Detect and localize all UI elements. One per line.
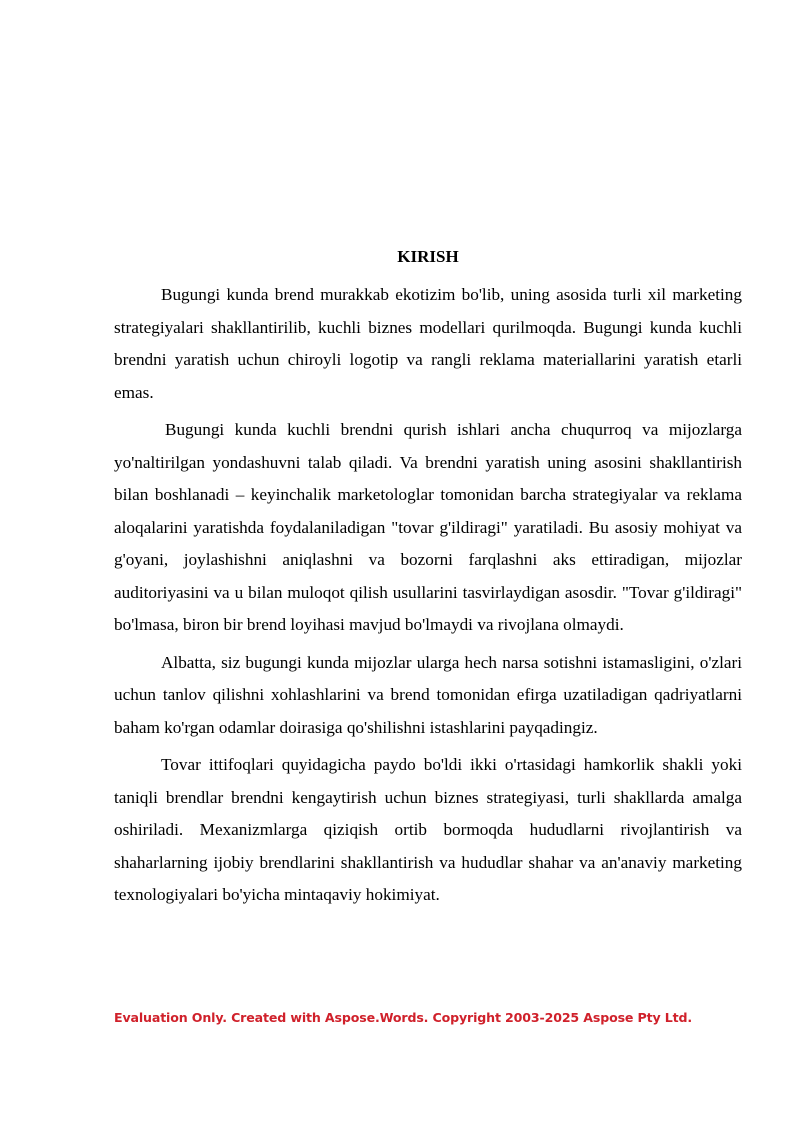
- paragraph-4: Tovar ittifoqlari quyidagicha paydo bo'ldi ikki o'rtasidagi hamkorlik shakli yoki taniqli brendlar brendni kengaytirish uchun biznes strategiyasi, turli shakllarda amalga oshiriladi. Mexanizmlarga qiziqish ortib bormoqda hududlarni rivojlantirish va shaharlarning ijobiy brendlarini shakllantirish va hududlar shahar va an'anaviy marketing texnologiyalari bo'yicha mintaqaviy hokimiyat.: [114, 755, 742, 904]
- evaluation-watermark-note: Evaluation Only. Created with Aspose.Words. Copyright 2003-2025 Aspose Pty Ltd.: [114, 1010, 693, 1025]
- paragraph-2: Bugungi kunda kuchli brendni qurish ishlari ancha chuqurroq va mijozlarga yo'naltirilgan yondashuvni talab qiladi. Va brendni yaratish uning asosini shakllantirish bilan boshlanadi – keyinchalik marketologlar tomonidan barcha strategiyalar va reklama aloqalarini yaratishda foydalaniladigan "tovar g'ildiragi" yaratiladi. Bu asosiy mohiyat va g'oyani, joylashishni aniqlashni va bozorni farqlashni aks ettiradigan, mijozlar auditoriyasini va u bilan muloqot qilish usullarini tasvirlaydigan asosdir. "Tovar g'ildiragi" bo'lmasa, biron bir brend loyihasi mavjud bo'lmaydi va rivojlana olmaydi.: [114, 420, 742, 634]
- document-body: [114, 279, 742, 917]
- paragraph-3: Albatta, siz bugungi kunda mijozlar ularga hech narsa sotishni istamasligini, o'zlari uchun tanlov qilishni xohlashlarini va brend tomonidan efirga uzatiladigan qadriyatlarni baham ko'rgan odamlar doirasiga qo'shilishni istashlarini payqadingiz.: [114, 652, 742, 737]
- page-title: KIRISH: [397, 247, 459, 266]
- paragraph-1: Bugungi kunda brend murakkab ekotizim bo'lib, uning asosida turli xil marketing strategiyalari shakllantirilib, kuchli biznes modellari qurilmoqda. Bugungi kunda kuchli brendni yaratish uchun chiroyli logotip va rangli reklama materiallarini yaratish etarli emas.: [114, 285, 742, 402]
